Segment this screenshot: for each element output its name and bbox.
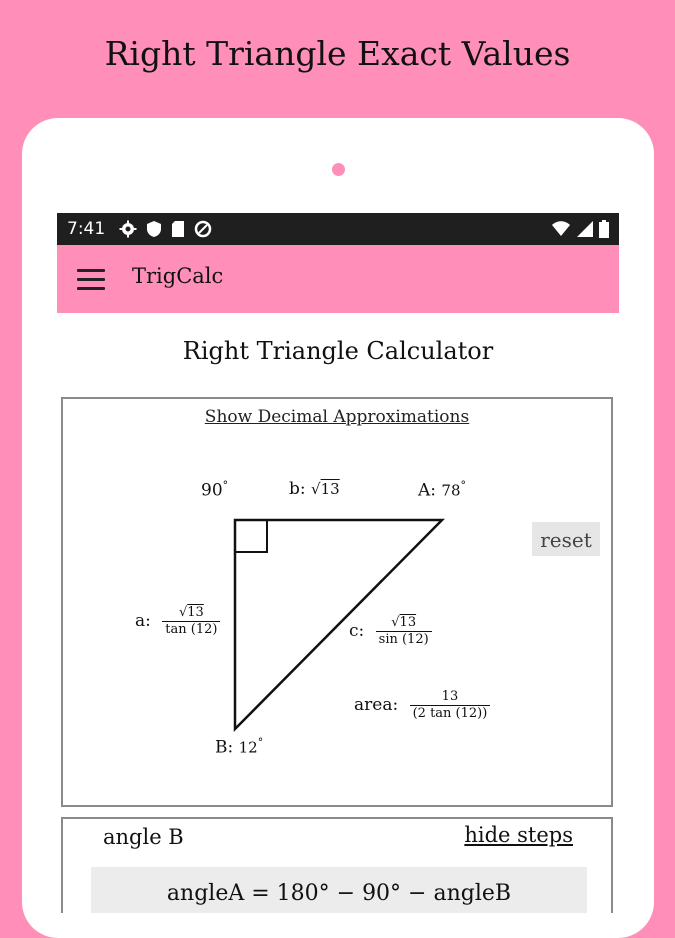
status-bar — [57, 213, 619, 245]
page-title: Right Triangle Calculator — [182, 337, 494, 365]
app-title: TrigCalc — [132, 264, 224, 288]
right-angle-marker — [235, 520, 267, 552]
right-angle-label: 90° — [201, 479, 229, 501]
triangle-calculator-panel — [61, 397, 613, 807]
sd-card-icon — [171, 220, 185, 238]
side-a-fraction: $\frac{√13}{\tan (12)}$ — [162, 605, 220, 638]
battery-icon — [599, 220, 609, 238]
reset-button[interactable]: reset — [532, 522, 600, 556]
side-b-value: 13 — [320, 480, 340, 498]
settings-gear-icon — [119, 220, 137, 238]
side-c-fraction: $\frac{√13}{\sin (12)}$ — [376, 615, 432, 648]
app-screen — [57, 213, 619, 913]
wifi-icon — [551, 220, 571, 238]
area-label[interactable]: area: $\frac{13}{(2 \tan (12))}$ — [354, 689, 490, 722]
signal-icon — [576, 220, 594, 238]
angle-a-value: 78 — [441, 481, 461, 500]
data-saver-icon — [194, 220, 212, 238]
angle-b-value: 12 — [238, 738, 258, 757]
side-a-label[interactable]: a: $\frac{√13}{\tan (12)}$ — [135, 605, 220, 638]
hide-steps-link[interactable]: hide steps — [464, 823, 573, 847]
step-equation-box — [91, 867, 587, 913]
steps-title: angle B — [103, 825, 184, 849]
side-c-label[interactable]: c: $\frac{√13}{\sin (12)}$ — [349, 615, 432, 648]
status-time: 7:41 — [67, 219, 106, 239]
angle-a-label[interactable]: A: 78° — [418, 479, 467, 501]
right-triangle-diagram — [63, 399, 611, 805]
hamburger-menu-icon[interactable] — [77, 269, 105, 291]
step-equation: angleA = 180° − 90° − angleB — [166, 881, 512, 906]
shield-icon — [146, 220, 162, 238]
promo-title: Right Triangle Exact Values — [104, 34, 571, 73]
side-b-label[interactable]: b: √13 — [289, 479, 340, 499]
show-decimal-approximations-link[interactable]: Show Decimal Approximations — [204, 407, 470, 427]
camera-dot — [332, 163, 345, 176]
steps-panel — [61, 817, 613, 913]
area-fraction: $\frac{13}{(2 \tan (12))}$ — [410, 689, 491, 722]
app-bar — [57, 245, 619, 313]
angle-b-label[interactable]: B: 12° — [215, 736, 264, 758]
